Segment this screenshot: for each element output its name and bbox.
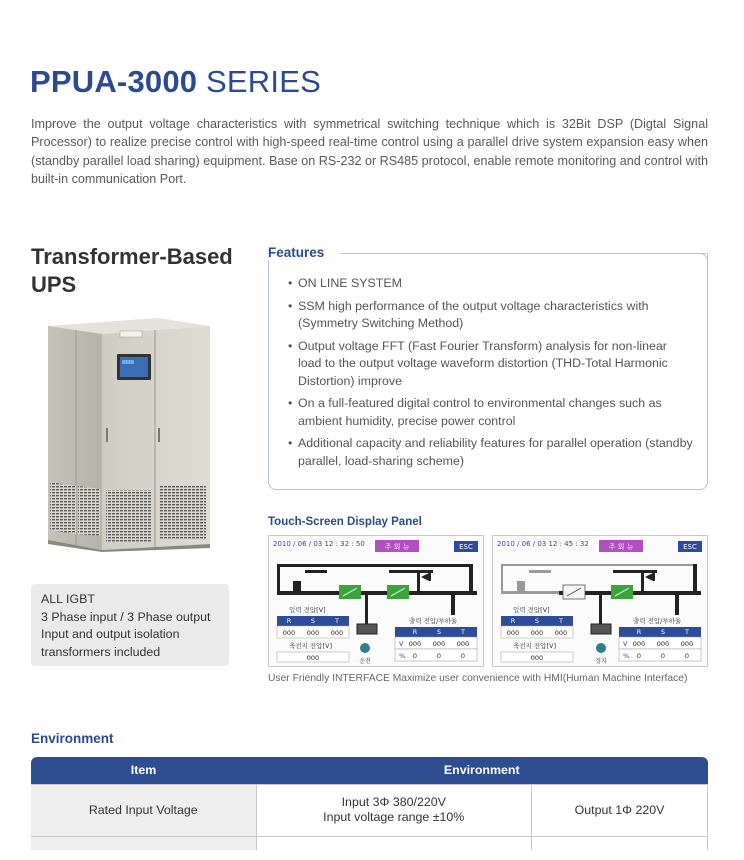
svg-text:R: R	[412, 628, 418, 636]
hmi-datetime: 2010 / 06 / 03 12 : 32 : 50	[273, 540, 365, 548]
svg-text:000: 000	[530, 654, 544, 662]
row-item: Rated Input Voltage	[31, 784, 256, 836]
panel-heading: Touch-Screen Display Panel	[268, 516, 422, 528]
svg-text:R: R	[510, 617, 516, 625]
product-title-line1: Transformer-Based	[31, 244, 233, 269]
svg-text:R: R	[636, 628, 642, 636]
page-title	[30, 64, 321, 100]
header-environment: Environment	[256, 757, 708, 784]
svg-text:000: 000	[530, 629, 544, 637]
svg-text:000: 000	[632, 640, 646, 648]
svg-text:0: 0	[660, 652, 666, 660]
hmi-screen-2	[492, 535, 708, 667]
svg-text:000: 000	[408, 640, 422, 648]
table-row	[31, 836, 708, 850]
environment-heading: Environment	[31, 731, 114, 746]
svg-text:000: 000	[282, 629, 296, 637]
svg-text:입력 전압[V]: 입력 전압[V]	[513, 606, 550, 614]
svg-text:0: 0	[684, 652, 690, 660]
intro-paragraph: Improve the output voltage characteristics with symmetrical switching technique which is 32Bit DSP (Digtal Signal Processor) to realize precise control with high-speed real-time control using a parallel drive system expansion easy when (standby parallel load sharing) equipment. Base on RS-232 or RS485 protocol, enable remote monitoring and control with built-in communication Port.	[31, 117, 708, 186]
product-title	[31, 243, 233, 299]
svg-text:S: S	[534, 617, 540, 625]
hmi-datetime: 2010 / 06 / 03 12 : 45 : 32	[497, 540, 589, 548]
header-item: Item	[31, 757, 256, 784]
hmi-diagram-1	[269, 536, 483, 666]
svg-text:%: %	[399, 652, 406, 660]
svg-text:000: 000	[506, 629, 520, 637]
svg-text:R: R	[286, 617, 292, 625]
svg-text:S: S	[660, 628, 666, 636]
ups-cabinet-illustration	[40, 312, 225, 552]
svg-text:000: 000	[330, 629, 344, 637]
svg-text:ESC: ESC	[683, 543, 697, 551]
svg-text:주 회 뉴: 주 회 뉴	[608, 543, 634, 551]
spec-line: 3 Phase input / 3 Phase output	[41, 609, 211, 624]
row-cell-empty	[256, 836, 532, 850]
feature-item: • On a full-featured digital control to environmental changes such as ambient humidity, precise power control	[288, 395, 693, 430]
spec-line: ALL IGBT	[41, 592, 95, 606]
svg-text:000: 000	[456, 640, 470, 648]
spec-line: transformers included	[41, 644, 161, 659]
row-item-empty	[31, 836, 256, 850]
svg-text:입력 전압[V]: 입력 전압[V]	[289, 606, 326, 614]
row-cell-empty	[532, 836, 708, 850]
svg-text:축전지 전압[V]: 축전지 전압[V]	[289, 642, 332, 650]
svg-text:ESC: ESC	[459, 543, 473, 551]
svg-text:운전: 운전	[359, 658, 371, 665]
svg-text:T: T	[559, 617, 563, 625]
svg-text:V: V	[399, 640, 404, 648]
svg-text:0: 0	[436, 652, 442, 660]
table-header-row	[31, 757, 708, 784]
svg-text:출력 전압/부하율: 출력 전압/부하율	[409, 617, 458, 625]
feature-item: • SSM high performance of the output voltage characteristics with (Symmetry Switching Method)	[288, 298, 693, 333]
row-output: Output 1Φ 220V	[532, 784, 708, 836]
svg-text:정지: 정지	[595, 658, 607, 665]
hmi-diagram-2	[493, 536, 707, 666]
svg-text:000: 000	[306, 629, 320, 637]
svg-text:000: 000	[306, 654, 320, 662]
product-title-line2: UPS	[31, 272, 77, 297]
features-heading: Features	[268, 245, 330, 260]
svg-text:주 회 뉴: 주 회 뉴	[384, 543, 410, 551]
row-input-line1: Input 3Φ 380/220V	[341, 795, 446, 809]
feature-item: • ON LINE SYSTEM	[288, 275, 693, 293]
row-input	[256, 784, 532, 836]
svg-text:T: T	[461, 628, 465, 636]
spec-line: Input and output isolation	[41, 627, 180, 641]
table-row	[31, 784, 708, 836]
spec-box	[31, 584, 229, 666]
features-list	[288, 275, 693, 475]
title-series: SERIES	[206, 64, 321, 99]
svg-text:0: 0	[460, 652, 466, 660]
svg-text:T: T	[685, 628, 689, 636]
svg-text:S: S	[436, 628, 442, 636]
feature-item: • Additional capacity and reliability features for parallel operation (standby parallel, load-sharing scheme)	[288, 435, 693, 470]
environment-table	[31, 757, 708, 850]
svg-text:000: 000	[680, 640, 694, 648]
svg-text:000: 000	[554, 629, 568, 637]
feature-item: • Output voltage FFT (Fast Fourier Transform) analysis for non-linear load to the output voltage waveform distortion (THD-Total Harmonic Distortion) improve	[288, 338, 693, 391]
title-model: PPUA-3000	[30, 64, 198, 99]
hmi-screen-1	[268, 535, 484, 667]
panel-caption: User Friendly INTERFACE Maximize user convenience with HMI(Human Machine Interface)	[268, 673, 688, 684]
svg-text:0: 0	[636, 652, 642, 660]
svg-text:S: S	[310, 617, 316, 625]
ups-cabinet-image	[40, 312, 225, 552]
svg-text:축전지 전압[V]: 축전지 전압[V]	[513, 642, 556, 650]
svg-text:0: 0	[412, 652, 418, 660]
svg-text:T: T	[335, 617, 339, 625]
svg-text:000: 000	[432, 640, 446, 648]
svg-text:%: %	[623, 652, 630, 660]
row-input-line2: Input voltage range ±10%	[323, 810, 465, 824]
svg-text:V: V	[623, 640, 628, 648]
svg-text:000: 000	[656, 640, 670, 648]
svg-text:출력 전압/부하율: 출력 전압/부하율	[633, 617, 682, 625]
